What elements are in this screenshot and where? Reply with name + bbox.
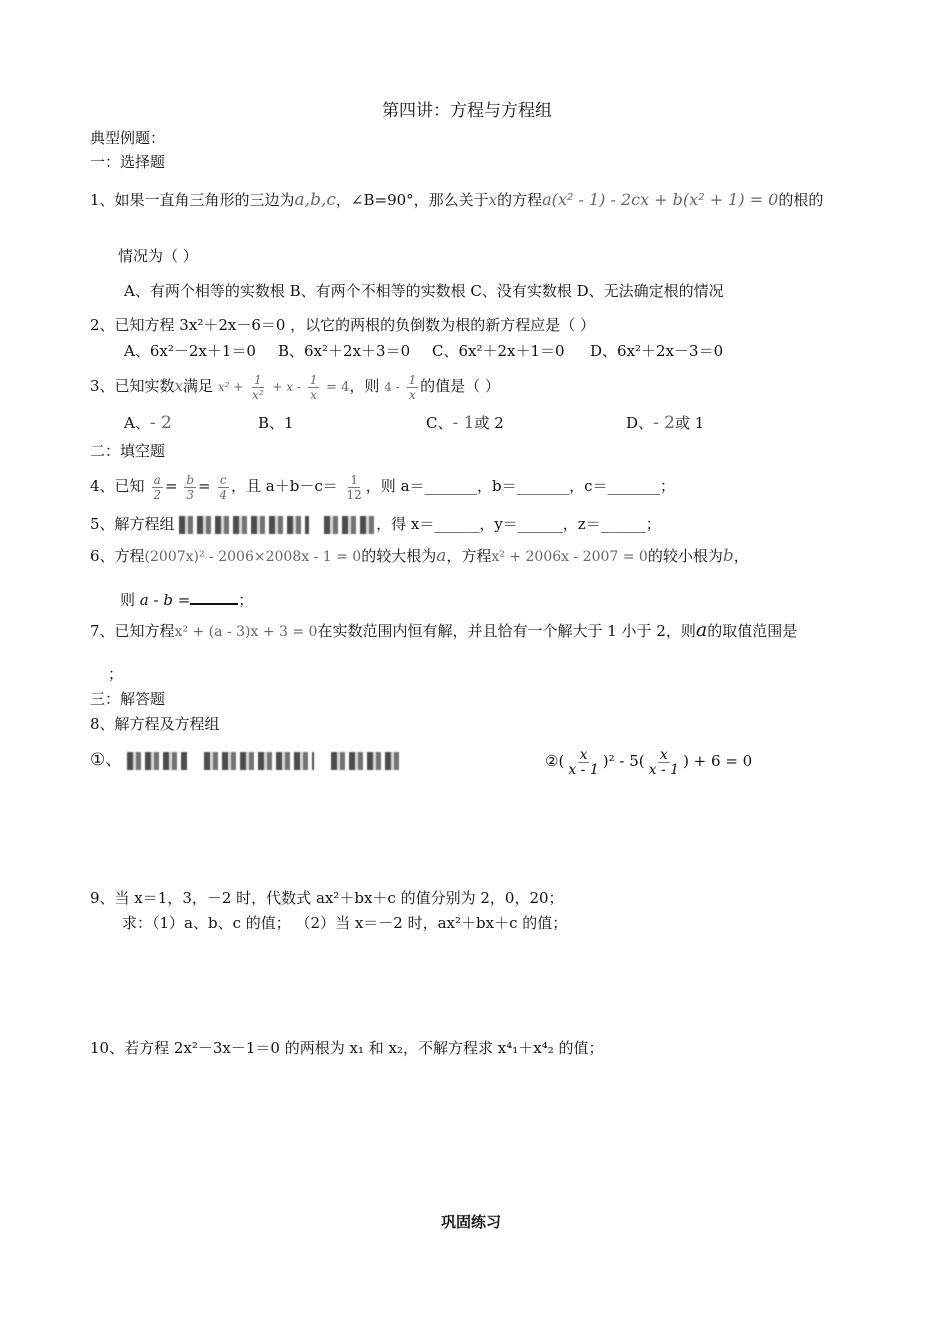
q1-vars: a,b,c	[294, 190, 336, 210]
q3-mid2: ，则	[349, 377, 380, 395]
q3-post: 的值是（ ）	[420, 377, 500, 395]
q3-frac3	[407, 373, 419, 402]
q6-equation-1: (2007x)² - 2006×2008x - 1 = 0	[144, 549, 362, 565]
q5-text: 5、解方程组	[90, 515, 175, 533]
q3-eq-a: x² +	[217, 380, 244, 394]
q3-frac1-num: 1	[254, 372, 262, 387]
question-2: 2、已知方程 3x²＋2x－6＝0 ，以它的两根的负倒数为根的新方程应是（ ）	[90, 316, 595, 334]
question-4: 4、已知 $\frac{a}{2}$ = $\frac{b}{3}$ = $\frac{c}{4}$ ，且 a＋b－c＝ $\frac{1}{12}$ ，则 a＝_______，b＝_______，c＝_______；	[90, 472, 676, 502]
q4-mid: ，且 a＋b－c＝	[231, 477, 338, 495]
q3-eq-b: + x -	[272, 380, 301, 394]
section-choice: 一：选择题	[90, 153, 166, 171]
q8-frac-1: $\frac{x}{x - 1}$	[568, 746, 599, 778]
q5-post: ，得 x＝______，y＝______，z＝______；	[376, 515, 661, 533]
q5-equation-system-image-2	[324, 516, 376, 534]
q6-equation-2: x² + 2006x - 2007 = 0	[491, 549, 648, 565]
q3-mid: 满足	[183, 377, 214, 395]
q6-a-minus-b: a - b =	[139, 591, 191, 609]
q3-frac3-den: x	[408, 387, 416, 402]
q1-mid: ，∠B=90°，那么关于	[335, 191, 489, 209]
q1-text: 1、如果一直角三角形的三边为	[90, 191, 295, 209]
q6-answer-blank[interactable]	[190, 589, 238, 605]
q8-equation-system-image-3	[331, 752, 401, 770]
q3-eq-c: = 4	[326, 380, 350, 395]
q6-b: b	[722, 546, 734, 566]
q6-mid3: 的较小根为	[647, 547, 723, 565]
q4-text: 4、已知	[90, 477, 145, 495]
q7-text: 7、已知方程	[90, 622, 175, 640]
question-6: 6、方程(2007x)² - 2006×2008x - 1 = 0的较大根为a，方程x² + 2006x - 2007 = 0的较小根为b，	[90, 546, 749, 566]
q1-mid2: 的方程	[497, 191, 543, 209]
q3-x: x	[174, 377, 184, 395]
q8-part-1: ①、	[90, 750, 401, 770]
q3-frac2-num: 1	[309, 372, 318, 387]
question-5	[90, 514, 661, 534]
q3-option-a: A、- 2	[124, 413, 172, 433]
q1-equation: a(x² - 1) - 2cx + b(x² + 1) = 0	[542, 190, 779, 209]
q3-frac2-den: x	[310, 387, 317, 402]
q6-mid: 的较大根为	[361, 547, 437, 565]
q2-option-d: D、6x²＋2x－3＝0	[590, 342, 724, 360]
q7-line2: ；	[108, 665, 124, 683]
q4-post: ，则 a＝_______，b＝_______，c＝_______；	[365, 477, 676, 495]
q1-x: x	[488, 191, 498, 209]
q3-eq-d: 4 -	[384, 380, 400, 394]
q4-frac-b: $\frac{b}{3}$	[186, 472, 195, 502]
q3-frac2	[308, 373, 320, 402]
q7-post: 的取值范围是	[707, 622, 798, 640]
q3-frac1-den: x²	[252, 387, 264, 402]
q2-option-b: B、6x²＋2x＋3＝0	[278, 342, 411, 360]
q1-options: A、有两个相等的实数根 B、有两个不相等的实数根 C、没有实数根 D、无法确定根的情况	[124, 282, 724, 300]
q1-line2: 情况为（ ）	[118, 247, 198, 265]
q8-equation-system-image	[127, 752, 187, 770]
q7-equation: x² + (a - 3)x + 3 = 0	[174, 624, 318, 640]
page-title: 第四讲：方程与方程组	[382, 101, 552, 121]
q3-frac1	[250, 373, 266, 402]
q3-option-d: D、- 2或 1	[626, 413, 705, 433]
q2-option-a: A、6x²－2x＋1＝0	[124, 342, 256, 360]
q8-frac-2: $\frac{x}{x - 1}$	[648, 746, 680, 778]
q2-option-c: C、6x²＋2x＋1＝0	[432, 342, 565, 360]
question-10: 10、若方程 2x²－3x－1＝0 的两根为 x₁ 和 x₂，不解方程求 x⁴₁＋x⁴₂ 的值；	[90, 1039, 604, 1057]
q7-mid: 在实数范围内恒有解，并且恰有一个解大于 1 小于 2，则	[317, 622, 696, 640]
q3-text: 3、已知实数	[90, 377, 175, 395]
section-fill: 二：填空题	[90, 442, 166, 460]
question-7	[90, 614, 797, 648]
question-9: 9、当 x＝1，3，－2 时，代数式 ax²＋bx＋c 的值分别为 2，0，20；	[90, 889, 564, 907]
question-1	[90, 190, 823, 210]
q6-mid2: ，方程	[446, 547, 492, 565]
q1-post: 的根的	[778, 191, 824, 209]
q9-line2: 求：（1）a、b、c 的值； （2）当 x＝－2 时，ax²＋bx＋c 的值；	[122, 914, 568, 932]
q3-frac3-num: 1	[408, 372, 417, 387]
q6-a: a	[436, 546, 447, 566]
section-answers: 三：解答题	[90, 690, 166, 708]
q8-part-2: ②( $\frac{x}{x - 1}$ )² - 5( $\frac{x}{x - 1}$ ) + 6 = 0	[545, 746, 753, 778]
typical-examples-label: 典型例题：	[90, 129, 166, 147]
q3-option-c: C、- 1或 2	[426, 413, 504, 433]
q3-option-b: B、1	[258, 414, 294, 432]
q7-a: a	[695, 619, 708, 641]
question-8: 8、解方程及方程组	[90, 715, 220, 733]
q5-equation-system-image	[179, 516, 309, 534]
question-3	[90, 368, 500, 406]
q6-text: 6、方程	[90, 547, 145, 565]
consolidation-practice-heading: 巩固练习	[441, 1213, 502, 1231]
q6-line2: 则 a - b = ；	[120, 591, 254, 609]
q4-frac-a: $\frac{a}{2}$	[153, 472, 161, 502]
q4-frac-result: $\frac{1}{12}$	[346, 472, 362, 502]
q4-frac-c: $\frac{c}{4}$	[219, 472, 228, 502]
q8-equation-system-image-2	[204, 752, 314, 770]
